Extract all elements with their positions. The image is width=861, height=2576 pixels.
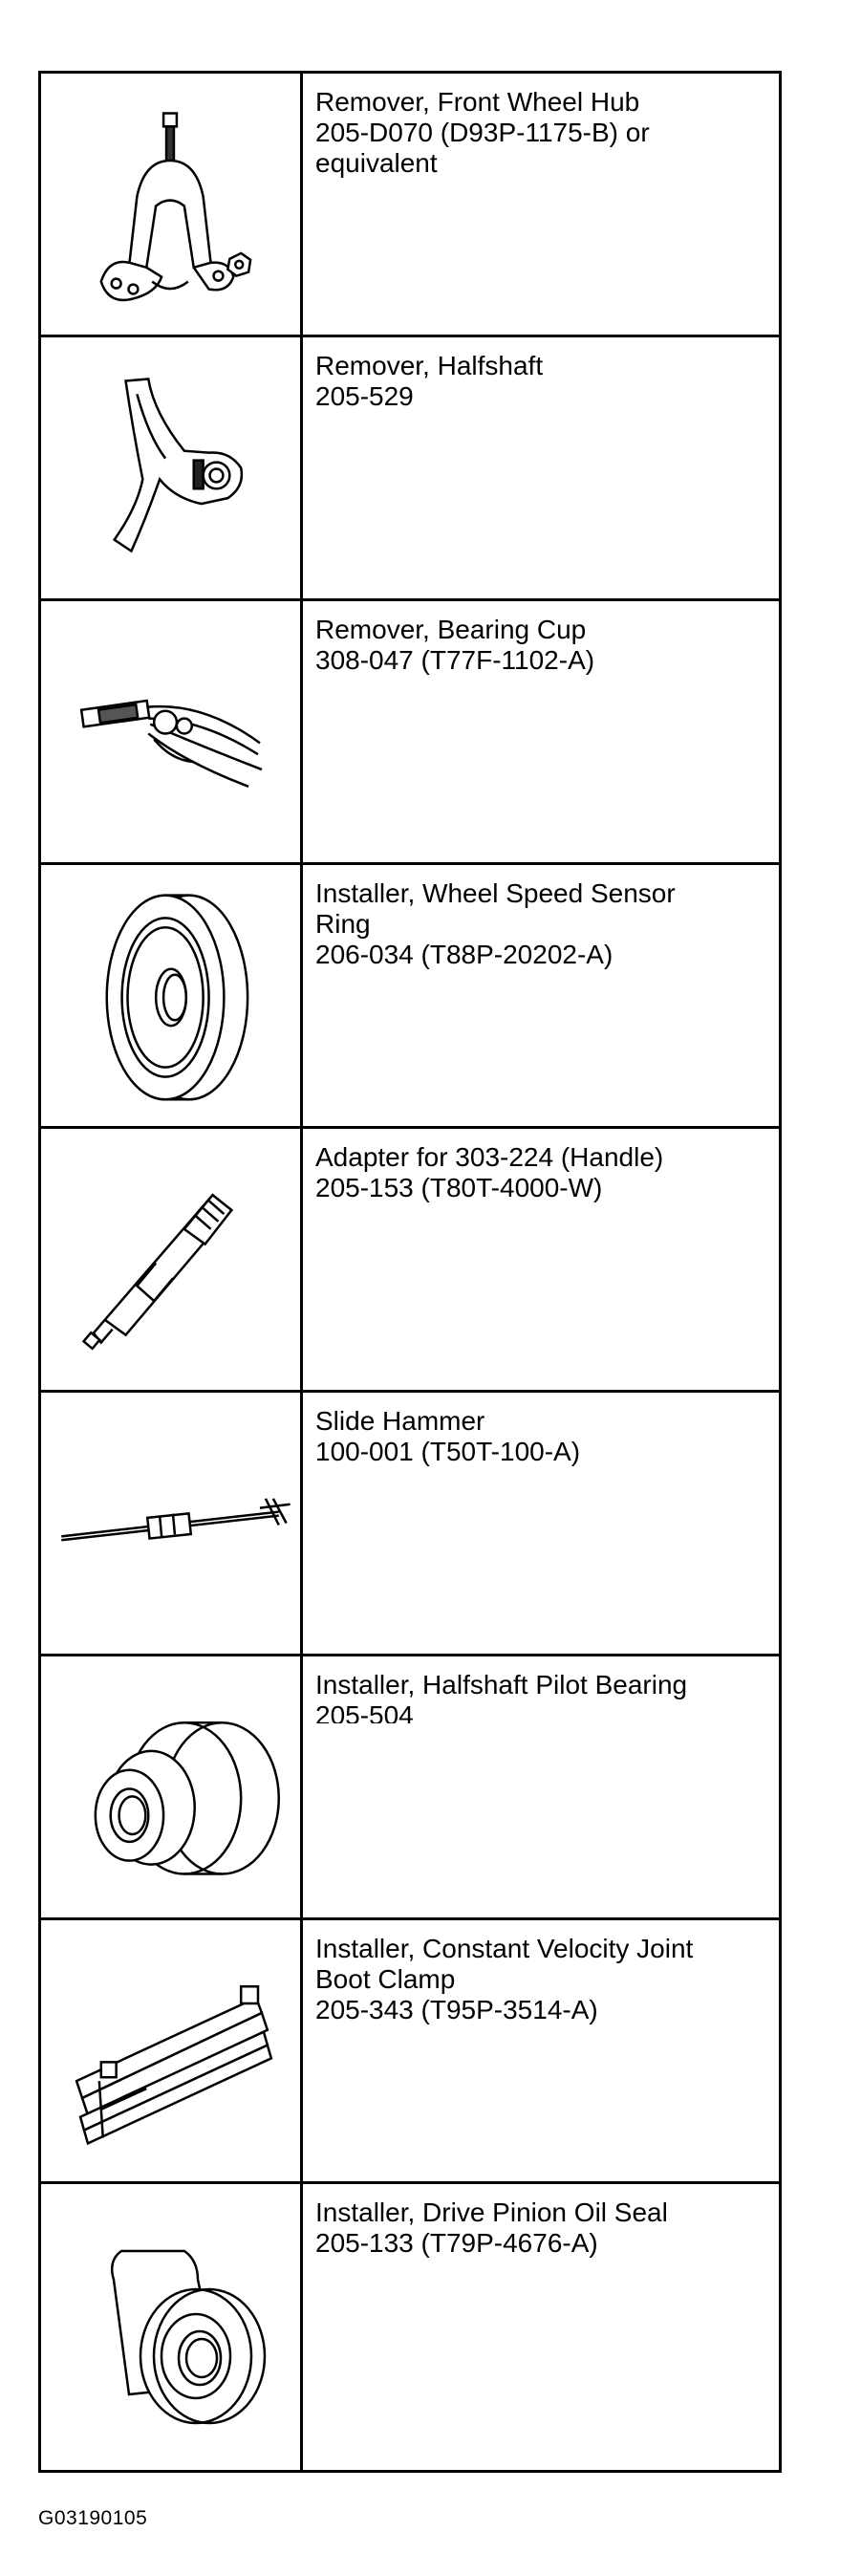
tool-illustration-cell — [41, 601, 303, 862]
tool-illustration-cell — [41, 337, 303, 598]
tool-illustration-cell — [41, 74, 303, 335]
bearing-cup-remover-icon — [41, 601, 300, 862]
tool-row — [41, 74, 779, 337]
tool-part-number: 308-047 (T77F-1102-A) — [315, 645, 595, 675]
tool-part-number: 205-343 (T95P-3514-A) — [315, 1995, 598, 2024]
tool-illustration-cell — [41, 1129, 303, 1390]
tool-row — [41, 601, 779, 865]
tool-row — [41, 1656, 779, 1920]
tool-row — [41, 337, 779, 601]
tool-row — [41, 1129, 779, 1393]
tool-description — [315, 1670, 774, 1723]
handle-adapter-icon — [41, 1129, 300, 1390]
tool-illustration-cell — [41, 865, 303, 1126]
figure-id: G03190105 — [38, 2507, 148, 2529]
tool-row — [41, 865, 779, 1129]
slide-hammer-icon — [41, 1393, 300, 1654]
front-wheel-hub-remover-icon — [41, 74, 300, 335]
tool-name: Installer, Wheel Speed Sensor — [315, 878, 676, 908]
tool-description — [315, 1934, 774, 2025]
halfshaft-pilot-bearing-installer-icon — [41, 1656, 300, 1917]
drive-pinion-oil-seal-installer-icon — [41, 2184, 300, 2470]
tool-row — [41, 1920, 779, 2184]
wheel-speed-sensor-ring-installer-icon — [41, 865, 300, 1126]
tool-illustration-cell — [41, 1656, 303, 1917]
tool-illustration-cell — [41, 1920, 303, 2181]
tool-description — [315, 615, 774, 676]
tool-row — [41, 2184, 779, 2470]
tool-name: Remover, Halfshaft — [315, 351, 544, 380]
tool-description — [315, 2197, 774, 2259]
tool-illustration-cell — [41, 1393, 303, 1654]
tool-name: Remover, Front Wheel Hub — [315, 87, 640, 117]
cv-joint-boot-clamp-installer-icon — [41, 1920, 300, 2181]
tool-description — [315, 1406, 774, 1467]
tool-part-number: 205-153 (T80T-4000-W) — [315, 1173, 603, 1202]
special-tools-table — [38, 71, 782, 2473]
tool-note: equivalent — [315, 148, 438, 178]
tool-name: Adapter for 303-224 (Handle) — [315, 1142, 664, 1172]
tool-name-continued: Ring — [315, 909, 371, 939]
tool-part-number: 206-034 (T88P-20202-A) — [315, 940, 613, 969]
tool-part-number: 205-504 — [315, 1700, 414, 1723]
halfshaft-remover-icon — [41, 337, 300, 598]
tool-name-continued: Boot Clamp — [315, 1964, 456, 1994]
tool-part-number: 205-529 — [315, 381, 414, 411]
tool-description — [315, 351, 774, 412]
tool-name: Installer, Constant Velocity Joint — [315, 1934, 694, 1963]
tool-description — [315, 1142, 774, 1203]
tool-description — [315, 87, 774, 179]
tool-part-number: 205-133 (T79P-4676-A) — [315, 2228, 598, 2258]
tool-illustration-cell — [41, 2184, 303, 2470]
tool-row — [41, 1393, 779, 1656]
tool-part-number: 205-D070 (D93P-1175-B) or — [315, 118, 650, 147]
tool-name: Installer, Halfshaft Pilot Bearing — [315, 1670, 688, 1699]
tool-name: Remover, Bearing Cup — [315, 615, 587, 644]
tool-part-number: 100-001 (T50T-100-A) — [315, 1437, 581, 1466]
tool-name: Installer, Drive Pinion Oil Seal — [315, 2197, 668, 2227]
tool-description — [315, 878, 774, 970]
tool-name: Slide Hammer — [315, 1406, 485, 1436]
